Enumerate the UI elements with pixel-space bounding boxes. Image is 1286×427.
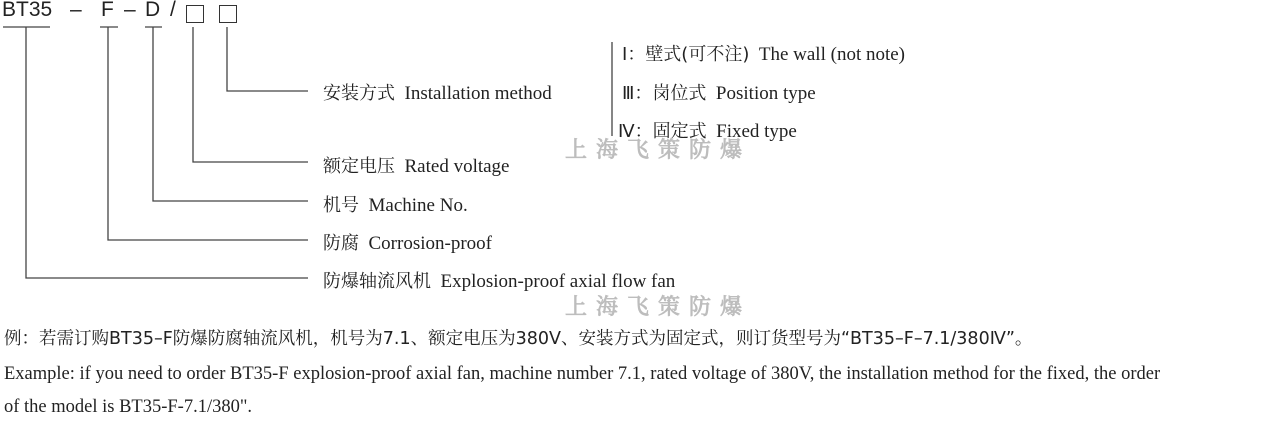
install-option-wall: Ⅰ：壁式(可不注) The wall (not note) [622, 44, 906, 65]
example-english-line-2: of the model is BT35-F-7.1/380". [4, 397, 253, 417]
model-dash-1: – [70, 0, 82, 21]
example-english-line-1: Example: if you need to order BT35-F explosion-proof axial fan, machine number 7.1, rated voltage of 380V, the installation method for the fixed, the order [4, 364, 1161, 384]
leader-corrosion [108, 27, 308, 240]
model-d: D [145, 0, 161, 21]
watermark-upper: 上海飞策防爆 [565, 137, 752, 163]
model-prefix: BT35 [2, 0, 53, 21]
model-dash-2: – [124, 0, 136, 21]
label-voltage: 额定电压 Rated voltage [323, 156, 510, 177]
model-slash: / [170, 0, 176, 21]
label-machine: 机号 Machine No. [323, 195, 468, 216]
watermark-lower: 上海飞策防爆 [565, 294, 752, 320]
label-corrosion: 防腐 Corrosion-proof [323, 233, 492, 254]
leader-machine [153, 27, 308, 201]
leader-voltage [193, 27, 308, 162]
install-option-fixed: Ⅳ：固定式 Fixed type [618, 121, 797, 142]
example-chinese: 例：若需订购BT35–F防爆防腐轴流风机，机号为7.1、额定电压为380V、安装方式为固定式，则订货型号为“BT35–F–7.1/380Ⅳ”。 [4, 329, 1033, 349]
install-option-position: Ⅲ：岗位式 Position type [622, 83, 816, 104]
label-fan: 防爆轴流风机 Explosion-proof axial flow fan [323, 271, 676, 292]
model-f: F [101, 0, 114, 21]
leader-installation [227, 27, 308, 91]
label-installation: 安装方式 Installation method [323, 83, 552, 104]
